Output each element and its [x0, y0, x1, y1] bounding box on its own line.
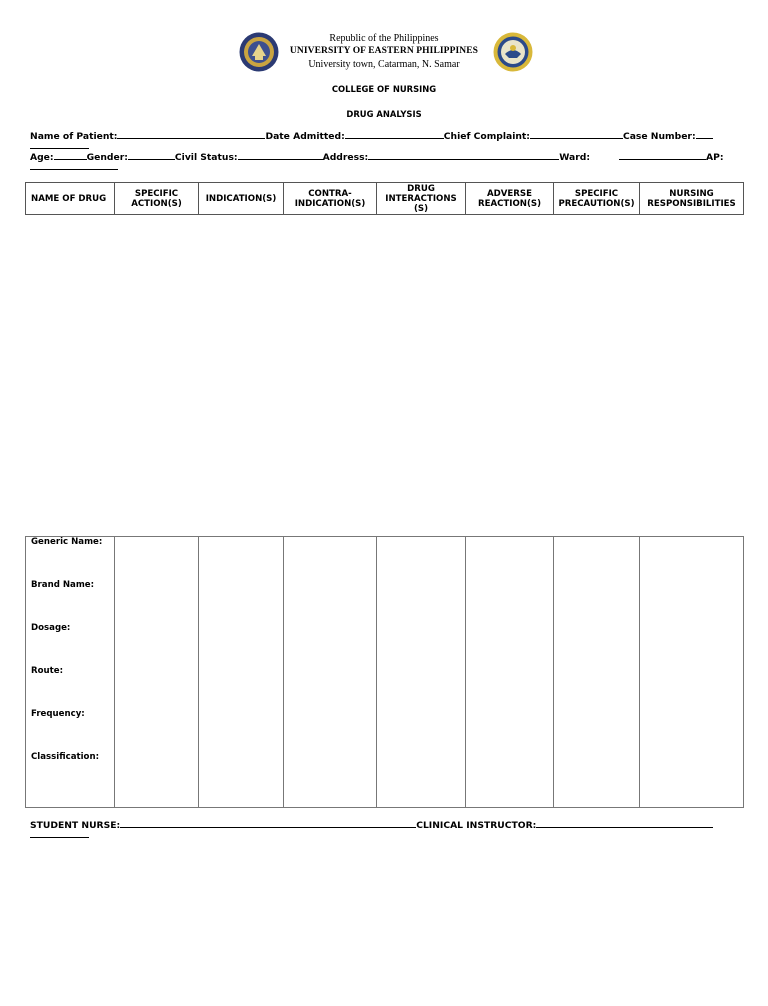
case-number-field[interactable]	[696, 129, 713, 139]
brand-name-label: Brand Name:	[31, 580, 95, 590]
chief-complaint-field[interactable]	[530, 129, 623, 139]
column-header-name-of-drug: NAME OF DRUG	[26, 183, 115, 215]
case-number-field-continuation	[30, 148, 89, 149]
column-header-specific-precaution: SPECIFIC PRECAUTION(S)	[554, 183, 640, 215]
ward-label: Ward:	[559, 152, 591, 163]
drug-analysis-header-table	[25, 182, 744, 215]
age-label: Age:	[30, 152, 54, 163]
specific-action-cell[interactable]	[115, 537, 199, 808]
address-field[interactable]	[368, 150, 559, 160]
date-admitted-field[interactable]	[345, 129, 444, 139]
address-label: Address:	[322, 152, 369, 163]
drug-interactions-cell[interactable]	[377, 537, 466, 808]
gender-field[interactable]	[128, 150, 175, 160]
drug-name-cell[interactable]	[26, 537, 115, 808]
column-header-contraindication: CONTRA- INDICATION(S)	[284, 183, 377, 215]
table-row	[26, 537, 744, 808]
university-address: University town, Catarman, N. Samar	[308, 59, 460, 70]
chief-complaint-label: Chief Complaint:	[443, 131, 530, 142]
college-name: COLLEGE OF NURSING	[331, 84, 437, 94]
civil-status-label: Civil Status:	[174, 152, 238, 163]
frequency-label: Frequency:	[31, 709, 85, 719]
clinical-instructor-field-continuation[interactable]	[30, 837, 89, 838]
nursing-responsibilities-cell[interactable]	[640, 537, 744, 808]
patient-info-row-1	[30, 129, 713, 142]
dosage-label: Dosage:	[31, 623, 71, 633]
route-label: Route:	[31, 666, 64, 676]
student-nurse-field[interactable]	[120, 818, 416, 828]
column-header-drug-interactions: DRUG INTERACTIONS(S)	[377, 183, 466, 215]
clinical-instructor-label: CLINICAL INSTRUCTOR:	[416, 820, 537, 831]
indication-cell[interactable]	[199, 537, 284, 808]
republic-line: Republic of the Philippines	[329, 33, 439, 44]
ap-field-continuation[interactable]	[30, 169, 118, 170]
clinical-instructor-field[interactable]	[536, 818, 713, 828]
age-field[interactable]	[54, 150, 87, 160]
column-header-nursing-responsibilities: NURSING RESPONSIBILITIES	[640, 183, 744, 215]
civil-status-field[interactable]	[238, 150, 323, 160]
ward-field[interactable]	[619, 150, 706, 160]
case-number-label: Case Number:	[622, 131, 696, 142]
university-name: UNIVERSITY OF EASTERN PHILIPPINES	[289, 46, 479, 56]
classification-label: Classification:	[31, 752, 100, 762]
generic-name-label: Generic Name:	[31, 537, 103, 547]
adverse-reaction-cell[interactable]	[466, 537, 554, 808]
name-of-patient-label: Name of Patient:	[30, 131, 118, 142]
signature-row	[30, 818, 713, 831]
column-header-indication: INDICATION(S)	[199, 183, 284, 215]
column-header-specific-action: SPECIFIC ACTION(S)	[115, 183, 199, 215]
ap-label: AP:	[706, 152, 724, 163]
specific-precaution-cell[interactable]	[554, 537, 640, 808]
contraindication-cell[interactable]	[284, 537, 377, 808]
patient-info-row-2	[30, 150, 724, 163]
name-of-patient-field[interactable]	[117, 129, 265, 139]
gender-label: Gender:	[86, 152, 128, 163]
form-title: DRUG ANALYSIS	[346, 109, 422, 119]
date-admitted-label: Date Admitted:	[265, 131, 345, 142]
student-nurse-label: STUDENT NURSE:	[30, 820, 121, 831]
column-header-adverse-reaction: ADVERSE REACTION(S)	[466, 183, 554, 215]
drug-analysis-body-table	[25, 536, 744, 808]
header-row	[26, 183, 744, 215]
